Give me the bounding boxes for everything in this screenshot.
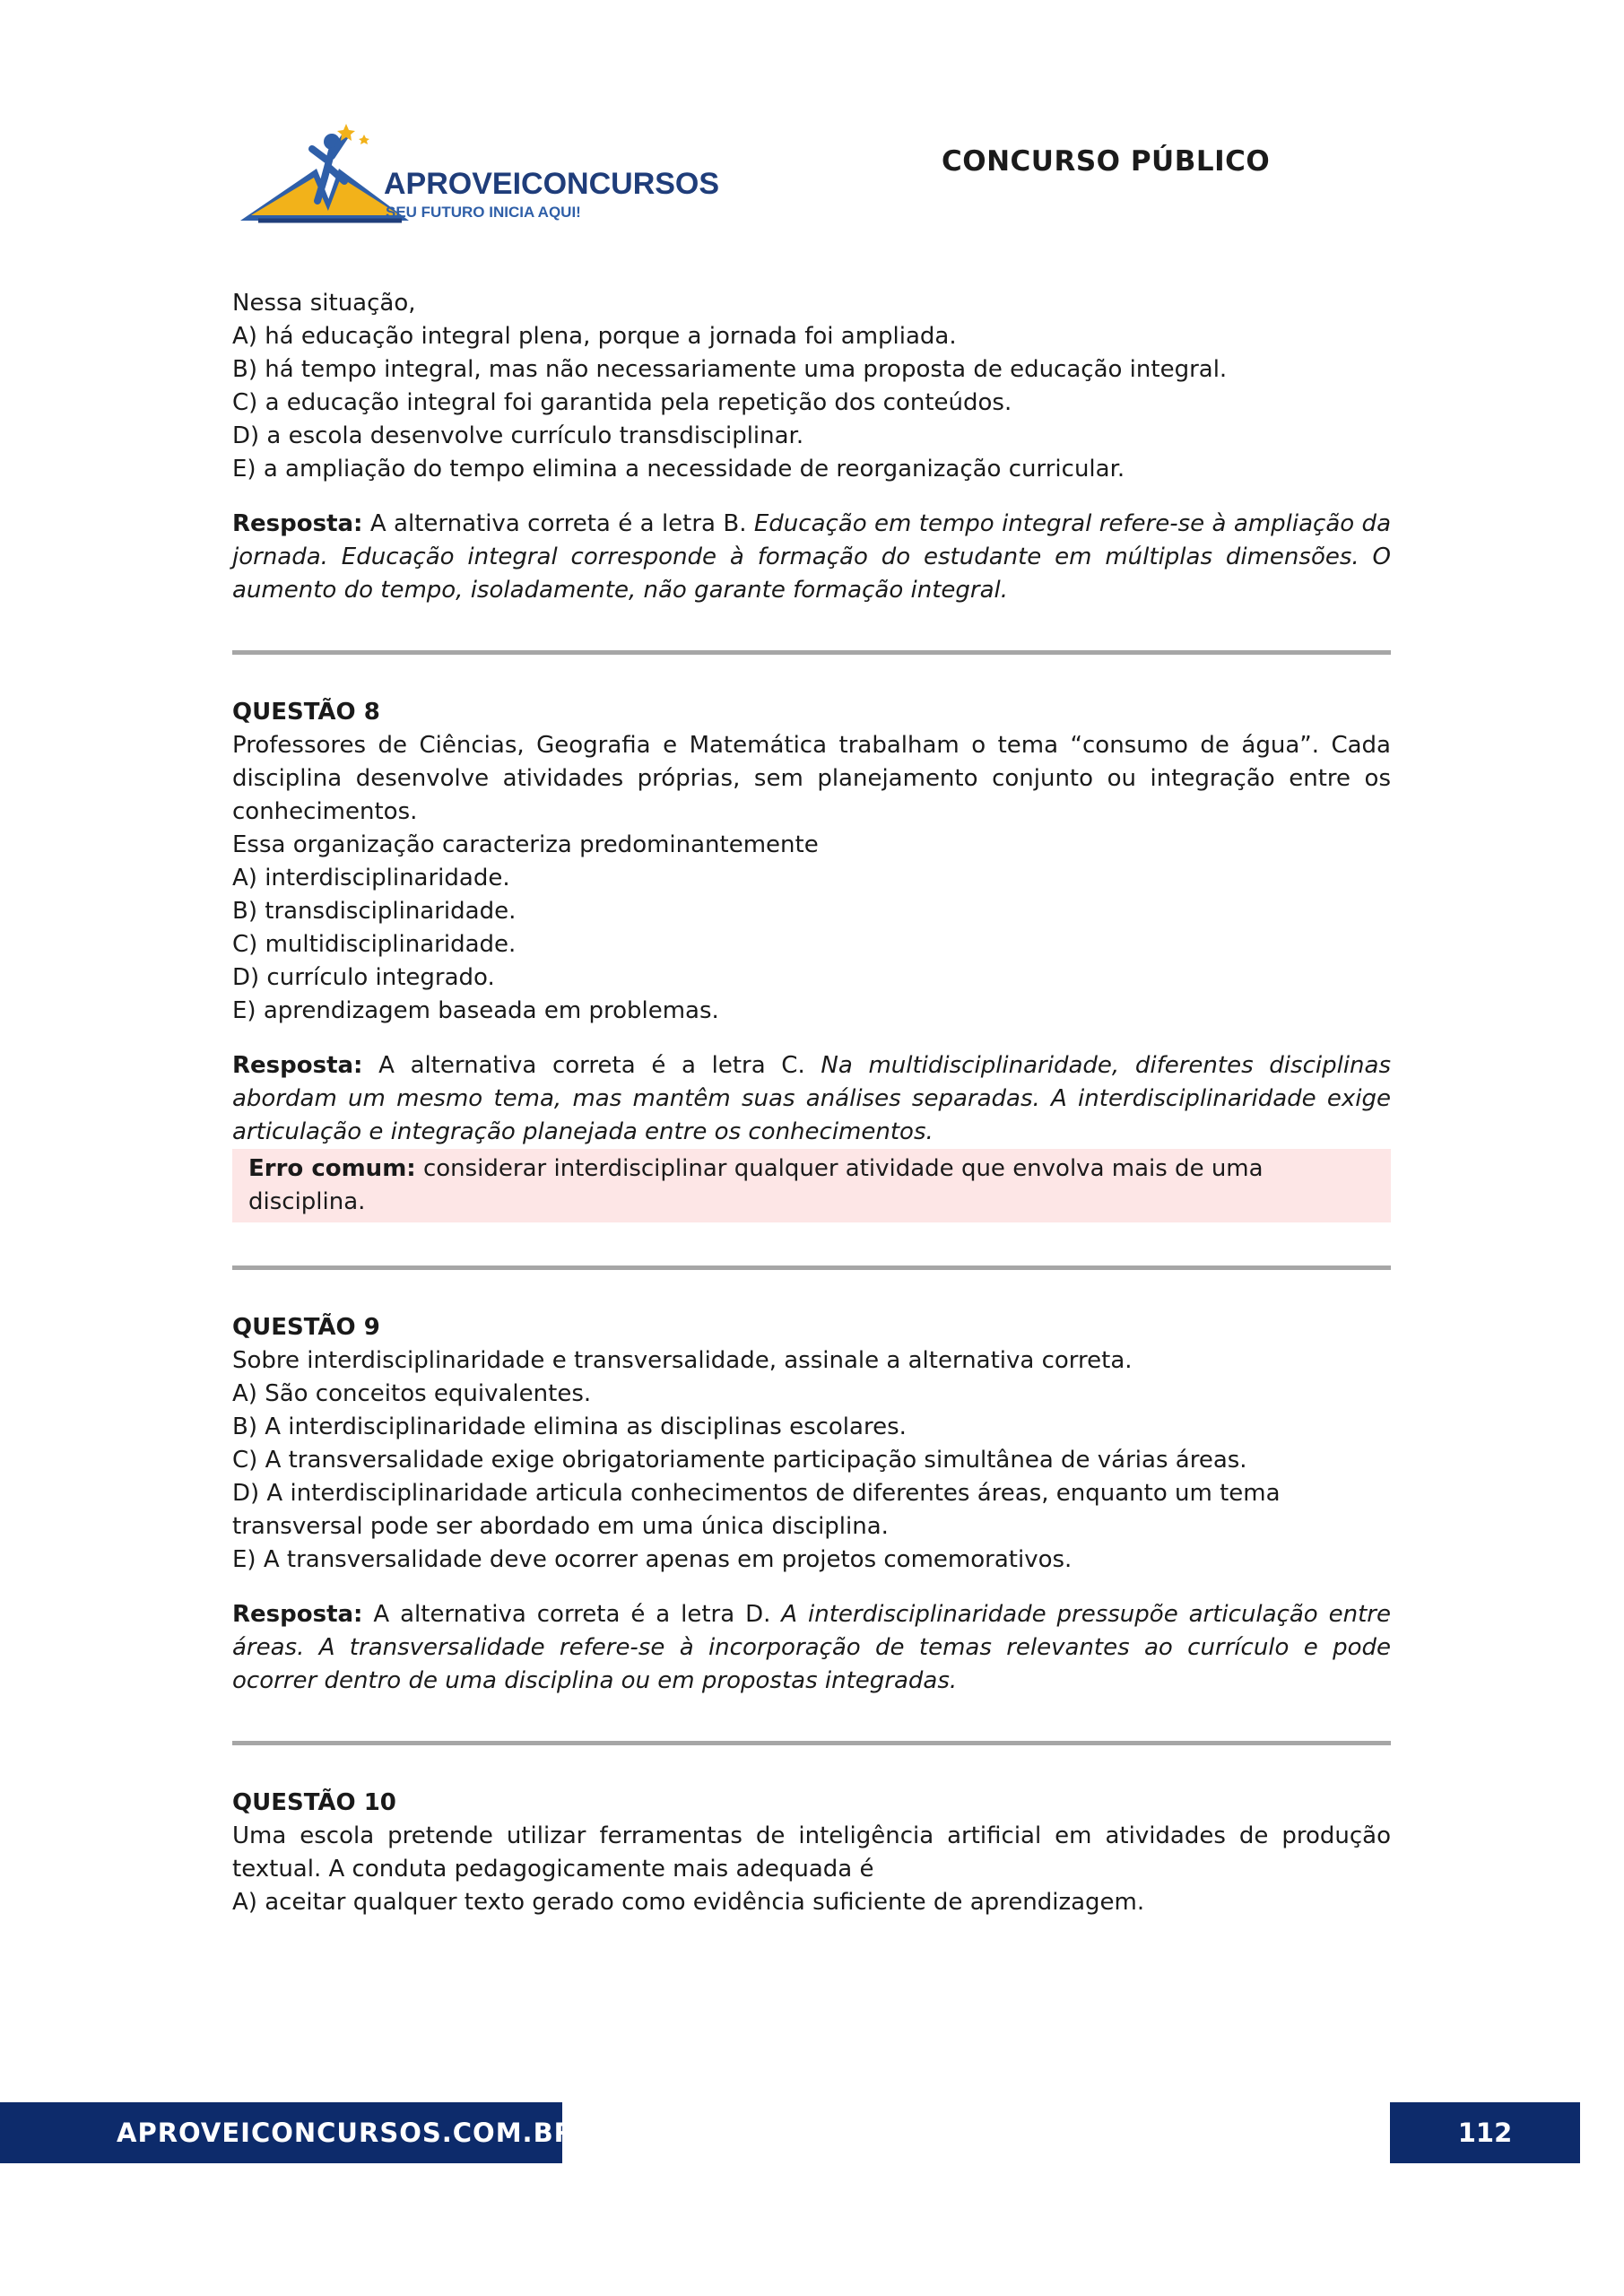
q7-option-a: A) há educação integral plena, porque a jornada foi ampliada. bbox=[232, 323, 957, 350]
q7-option-e: E) a ampliação do tempo elimina a necessidade de reorganização curricular. bbox=[232, 456, 1125, 483]
q9-option-b: B) A interdisciplinaridade elimina as disciplinas escolares. bbox=[232, 1413, 907, 1440]
q10-stem: Uma escola pretende utilizar ferramentas de inteligência artificial em atividades de produção textual. A conduta pedagogicamente mais adequada é bbox=[232, 1822, 1391, 1883]
q9-option-e: E) A transversalidade deve ocorrer apenas em projetos comemorativos. bbox=[232, 1546, 1073, 1573]
q8-option-d: D) currículo integrado. bbox=[232, 964, 495, 991]
q8-common-error bbox=[232, 1149, 1391, 1222]
q9-option-c: C) A transversalidade exige obrigatoriamente participação simultânea de várias áreas. bbox=[232, 1447, 1247, 1474]
q8-answer-label: Resposta: bbox=[232, 1052, 363, 1079]
q8-option-a: A) interdisciplinaridade. bbox=[232, 865, 510, 891]
q8-erro-label: Erro comum: bbox=[248, 1155, 416, 1182]
q7-option-b: B) há tempo integral, mas não necessariamente uma proposta de educação integral. bbox=[232, 356, 1228, 383]
main-content bbox=[232, 287, 1391, 1919]
q9-answer-explanation: A interdisciplinaridade pressupõe articulação entre áreas. A transversalidade refere-se à incorporação de temas relevantes ao currículo e pode ocorrer dentro de uma disciplina ou em propostas integradas. bbox=[232, 1601, 1391, 1694]
page-number-badge bbox=[1390, 2102, 1580, 2163]
q9-answer-label: Resposta: bbox=[232, 1601, 363, 1628]
q8-option-c: C) multidisciplinaridade. bbox=[232, 931, 517, 958]
q8-options bbox=[232, 862, 1391, 1028]
q8-option-e: E) aprendizagem baseada em problemas. bbox=[232, 997, 719, 1024]
logo-tagline-text: SEU FUTURO INICIA AQUI! bbox=[386, 204, 581, 221]
section-divider bbox=[232, 1265, 1391, 1270]
section-divider bbox=[232, 650, 1391, 655]
header-title: CONCURSO PÚBLICO bbox=[942, 145, 1271, 178]
q8-prompt: Essa organização caracteriza predominantemente bbox=[232, 831, 819, 858]
q9-option-a: A) São conceitos equivalentes. bbox=[232, 1380, 592, 1407]
footer-site-banner bbox=[0, 2102, 576, 2163]
q7-options bbox=[232, 320, 1391, 486]
q8-erro-text: considerar interdisciplinar qualquer atividade que envolva mais de uma disciplina. bbox=[248, 1155, 1264, 1215]
q7-option-d: D) a escola desenvolve currículo transdisciplinar. bbox=[232, 422, 804, 449]
q9-title: QUESTÃO 9 bbox=[232, 1314, 380, 1341]
q7-option-c: C) a educação integral foi garantida pela repetição dos conteúdos. bbox=[232, 389, 1012, 416]
section-divider bbox=[232, 1741, 1391, 1745]
q7-answer-text: A alternativa correta é a letra B. bbox=[362, 510, 754, 537]
q10-options bbox=[232, 1886, 1391, 1919]
q7-answer bbox=[232, 508, 1391, 607]
q8-answer-text: A alternativa correta é a letra C. bbox=[362, 1052, 821, 1079]
q8-stem: Professores de Ciências, Geografia e Matemática trabalham o tema “consumo de água”. Cada disciplina desenvolve atividades próprias, sem planejamento conjunto ou integração entre os conhecimentos. bbox=[232, 732, 1391, 825]
aproveiconcursos-logo bbox=[231, 115, 720, 240]
footer-site-text: APROVEICONCURSOS.COM.BR bbox=[117, 2118, 576, 2148]
q8-answer-explanation: Na multidisciplinaridade, diferentes disciplinas abordam um mesmo tema, mas mantêm suas análises separadas. A interdisciplinaridade exige articulação e integração planejada entre os conhecimentos. bbox=[232, 1052, 1391, 1145]
q9-answer bbox=[232, 1598, 1391, 1698]
q8-option-b: B) transdisciplinaridade. bbox=[232, 898, 517, 925]
q9-option-d: D) A interdisciplinaridade articula conhecimentos de diferentes áreas, enquanto um tema transversal pode ser abordado em uma única disciplina. bbox=[232, 1480, 1281, 1540]
q9-options bbox=[232, 1378, 1391, 1577]
q8-title: QUESTÃO 8 bbox=[232, 699, 380, 726]
q10-title: QUESTÃO 10 bbox=[232, 1789, 396, 1816]
q10-option-a: A) aceitar qualquer texto gerado como evidência suficiente de aprendizagem. bbox=[232, 1889, 1145, 1916]
q9-answer-text: A alternativa correta é a letra D. bbox=[362, 1601, 782, 1628]
q8-answer bbox=[232, 1049, 1391, 1149]
q9-stem: Sobre interdisciplinaridade e transversalidade, assinale a alternativa correta. bbox=[232, 1347, 1133, 1374]
q7-stem: Nessa situação, bbox=[232, 290, 416, 317]
logo-main-text: APROVEICONCURSOS bbox=[384, 167, 720, 201]
q7-answer-explanation: Educação em tempo integral refere-se à ampliação da jornada. Educação integral corresponde à formação do estudante em múltiplas dimensões. O aumento do tempo, isoladamente, não garante formação integral. bbox=[232, 510, 1391, 604]
q7-answer-label: Resposta: bbox=[232, 510, 363, 537]
page-number: 112 bbox=[1457, 2118, 1513, 2148]
